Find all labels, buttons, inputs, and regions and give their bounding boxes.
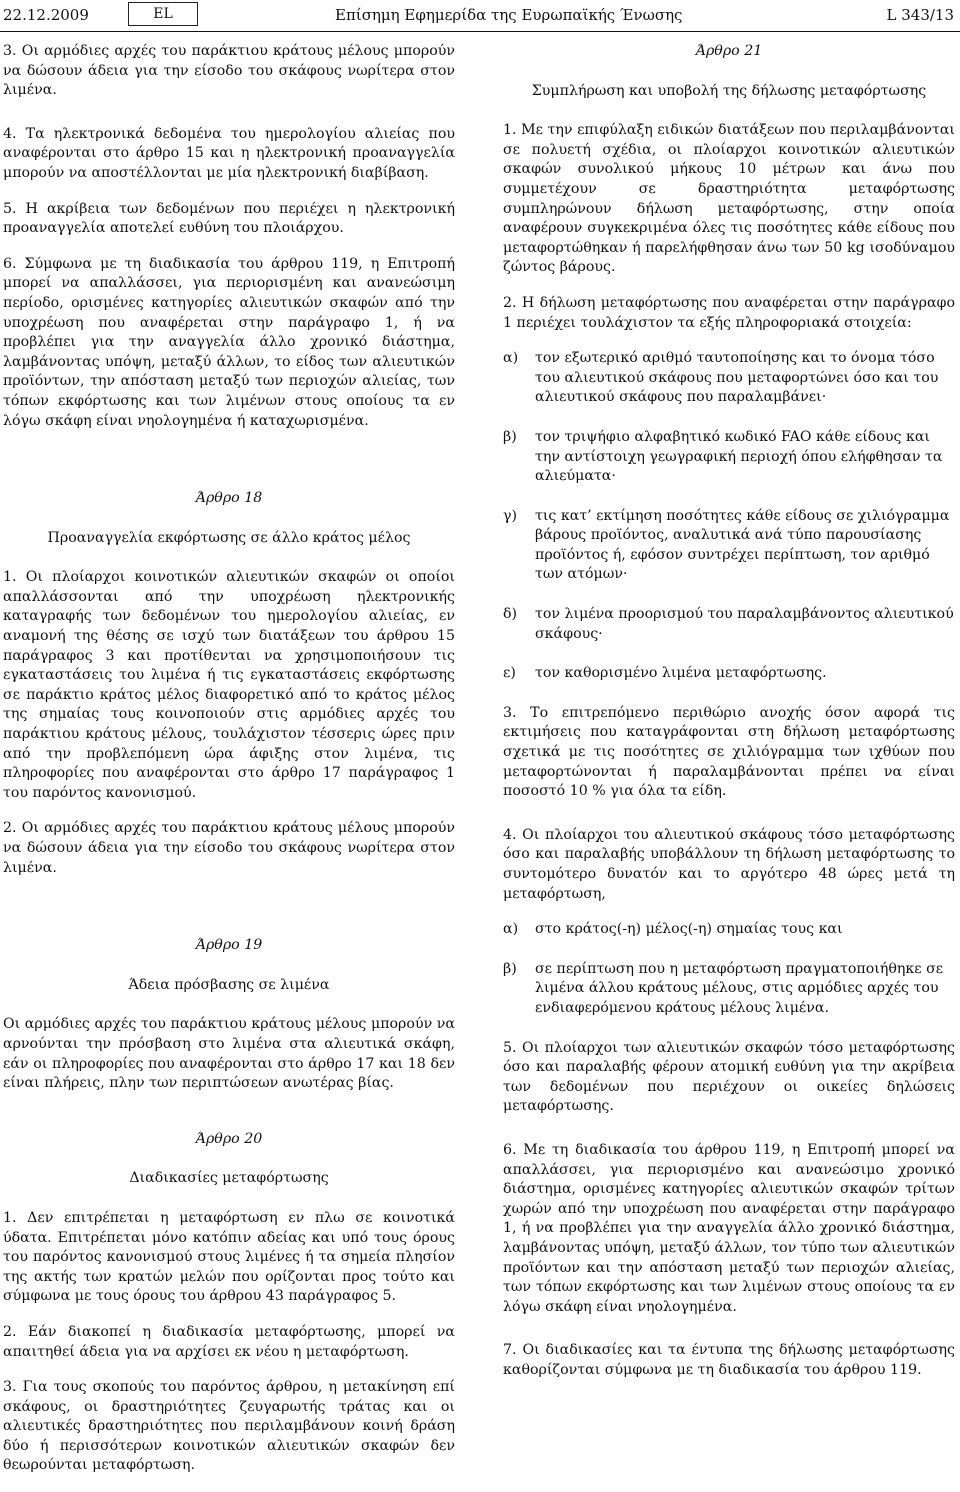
list-item bbox=[503, 428, 955, 487]
article-19-title: Άδεια πρόσβασης σε λιμένα bbox=[128, 976, 330, 993]
article-18-title: Προαναγγελία εκφόρτωσης σε άλλο κράτος μέλος bbox=[47, 529, 411, 546]
paragraph-4: 4. Τα ηλεκτρονικά δεδομένα του ημερολογίου αλιείας που αναφέρονται στο άρθρο 15 και η ηλεκτρονική προαναγγελία μπορούν να αποστέλλονται με μία ηλεκτρονική διαβίβαση. bbox=[3, 125, 455, 181]
list-item bbox=[503, 960, 955, 1019]
article-20-paragraph-3: 3. Για τους σκοπούς του παρόντος άρθρου, η μετακίνηση επί σκάφους, οι δραστηριότητες ζευγαρωτής τράτας και οι αλιευτικές δραστηριότητες που περιλαμβάνουν κοινή δράση δύο ή περισσότερων κοινοτικών αλιευτικών σκαφών δεν θεωρούνται μεταφόρτωση. bbox=[3, 1379, 455, 1474]
article-18-paragraph-2: 2. Οι αρμόδιες αρχές του παράκτιου κράτους μέλους μπορούν να δώσουν άδεια για την είσοδο του σκάφους νωρίτερα στον λιμένα. bbox=[3, 820, 455, 876]
article-20-paragraph-2: 2. Εάν διακοπεί η διαδικασία μεταφόρτωσης, μπορεί να απαιτηθεί άδεια για να αρχίσει εκ νέου η μεταφόρτωση. bbox=[3, 1323, 455, 1360]
list-item-label: ε) bbox=[503, 665, 516, 682]
list-item-label: β) bbox=[503, 960, 517, 977]
article-21-number: Άρθρο 21 bbox=[695, 43, 763, 59]
article-20-title: Διαδικασίες μεταφόρτωσης bbox=[129, 1170, 329, 1187]
article-18-paragraph-1: 1. Οι πλοίαρχοι κοινοτικών αλιευτικών σκαφών οι οποίοι απαλλάσσονται από την υποχρέωση ηλεκτρονικής καταγραφής των δεδομένων του ημερολογίου αλιείας, εν αναμονή της θέσης σε ισχύ των διατάξεων του άρθρου 15 παράγραφος 3 και προτίθενται να χρησιμοποιήσουν τις εγκαταστάσεις του λιμένα ή τις εγκαταστάσεις εκφόρτωσης σε παράκτιο κράτος μέλος διαφορετικό από το κράτος μέλος της σημαίας τους κοινοποιούν στις αρμόδιες αρχές του παράκτιου κράτους μέλους, τουλάχιστον τέσσερις ώρες πριν από την προβλεπόμενη ώρα άφιξης στον λιμένα, τις πληροφορίες που αναφέρονται στο άρθρο 17 παράγραφος 1 του παρόντος κανονισμού. bbox=[3, 569, 455, 801]
article-21-paragraph-7: 7. Οι διαδικασίες και τα έντυπα της δήλωσης μεταφόρτωσης καθορίζονται σύμφωνα με τη διαδικασία του άρθρου 119. bbox=[503, 1342, 955, 1378]
article-20-number: Άρθρο 20 bbox=[195, 1130, 263, 1147]
paragraph-5: 5. Η ακρίβεια των δεδομένων που περιέχει η ηλεκτρονική προαναγγελία αποτελεί ευθύνη του πλοιάρχου. bbox=[3, 200, 455, 237]
article-21-title: Συμπλήρωση και υποβολή της δήλωσης μεταφόρτωσης bbox=[531, 82, 927, 99]
left-column bbox=[3, 42, 455, 1492]
article-21-paragraph-1: 1. Με την επιφύλαξη ειδικών διατάξεων που περιλαμβάνονται σε πολυετή σχέδια, οι πλοίαρχοι κοινοτικών αλιευτικών σκαφών συνολικού μήκους 10 μέτρων και άνω που συμμετέχουν σε δραστηριότητα μεταφόρτωσης συμπληρώνουν δήλωση μεταφόρτωσης, στην οποία αναφέρουν συγκεκριμένα όλες τις ποσότητες κάθε είδους που μεταφορτώθηκαν ή παρελήφθησαν άνω των 50 kg ισοδύναμου ζώντος βάρους. bbox=[503, 122, 955, 276]
list-item bbox=[503, 664, 955, 684]
list-item-text: τις κατ’ εκτίμηση ποσότητες κάθε είδους σε χιλιόγραμμα βάρους προϊόντος, αναλυτικά ανά τύπο παρουσίασης προϊόντος ή, εφόσον συντρέχει περίπτωση, τον αριθμό των ατόμων· bbox=[535, 507, 950, 583]
list-item-text: τον λιμένα προορισμού του παραλαμβάνοντος αλιευτικού σκάφους· bbox=[535, 606, 954, 642]
article-21-paragraph-5: 5. Οι πλοίαρχοι των αλιευτικών σκαφών τόσο μεταφόρτωσης όσο και παραλαβής φέρουν ατομική ευθύνη για την ακρίβεια των δεδομένων που περιέχουν οι οικείες δηλώσεις μεταφόρτωσης. bbox=[503, 1039, 955, 1115]
list-item bbox=[503, 349, 955, 408]
article-21-paragraph-6: 6. Με τη διαδικασία του άρθρου 119, η Επιτροπή μπορεί να απαλλάσσει, για περιορισμένο και ανανεώσιμο χρονικό διάστημα, ορισμένες κατηγορίες αλιευτικών σκαφών τρίτων χωρών από την υποχρέωση που αναφέρεται στην παράγραφο 1, ή να προβλέπει για την αναγγελία άλλο χρονικό διάστημα, λαμβάνοντας υπόψη, μεταξύ άλλων, τον τύπο των αλιευτικών προϊόντων και την απόσταση μεταξύ των περιοχών αλιείας, των τόπων εκφόρτωσης και των λιμένων στους οποίους τα εν λόγω σκάφη είναι νηολογημένα. bbox=[503, 1141, 955, 1315]
list-item-label: α) bbox=[503, 921, 519, 938]
right-column bbox=[503, 42, 955, 1396]
list-item-label: δ) bbox=[503, 606, 518, 623]
paragraph-6: 6. Σύμφωνα με τη διαδικασία του άρθρου 119, η Επιτροπή μπορεί να απαλλάσσει, για περιορισμένη και ανανεώσιμη περίοδο, ορισμένες κατηγορίες αλιευτικών σκαφών από την υποχρέωση που αναφέρεται στην παράγραφο 1, ή να προβλέπει για την αναγγελία άλλο χρονικό διάστημα, λαμβάνοντας υπόψη, μεταξύ άλλων, το είδος των αλιευτικών προϊόντων, την απόσταση μεταξύ των περιοχών αλιείας, των τόπων εκφόρτωσης και των λιμένων στους οποίους τα εν λόγω σκάφη είναι νηολογημένα ή καταχωρισμένα. bbox=[3, 255, 455, 429]
article-21-paragraph-2: 2. Η δήλωση μεταφόρτωσης που αναφέρεται στην παράγραφο 1 περιέχει τουλάχιστον τα εξής πληροφοριακά στοιχεία: bbox=[503, 294, 955, 331]
article-20-paragraph-1: 1. Δεν επιτρέπεται η μεταφόρτωση εν πλω σε κοινοτικά ύδατα. Επιτρέπεται μόνο κατόπιν αδείας και υπό τους όρους του παρόντος κανονισμού στους λιμένες ή τα σημεία πλησίον της ακτής των κρατών μελών που ορίζονται προς τούτο και σύμφωνα με τους όρους του άρθρου 43 παράγραφος 5. bbox=[3, 1209, 455, 1305]
list-item bbox=[503, 605, 955, 644]
list-item bbox=[503, 920, 955, 940]
paragraph-3: 3. Οι αρμόδιες αρχές του παράκτιου κράτους μέλους μπορούν να δώσουν άδεια για την είσοδο του σκάφους νωρίτερα στον λιμένα. bbox=[3, 43, 455, 99]
list-item-label: γ) bbox=[503, 507, 518, 524]
journal-title: Επίσημη Εφημερίδα της Ευρωπαϊκής Ένωσης bbox=[335, 6, 683, 24]
list-item-text: τον καθορισμένο λιμένα μεταφόρτωσης. bbox=[535, 665, 827, 682]
header-rule bbox=[0, 31, 960, 32]
article-21-paragraph-4: 4. Οι πλοίαρχοι του αλιευτικού σκάφους τόσο μεταφόρτωσης όσο και παραλαβής υποβάλλουν τη δήλωση μεταφόρτωσης το συντομότερο δυνατόν και το αργότερο 48 ώρες μετά τη μεταφόρτωση, bbox=[503, 826, 955, 902]
list-item-text: σε περίπτωση που η μεταφόρτωση πραγματοποιήθηκε σε λιμένα άλλου κράτους μέλους, στις αρμόδιες αρχές του ενδιαφερόμενου κράτους μέλους λιμένα. bbox=[535, 960, 944, 1016]
list-item bbox=[503, 507, 955, 585]
article-19-paragraph: Οι αρμόδιες αρχές του παράκτιου κράτους μέλους μπορούν να αρνούνται την πρόσβαση στο λιμένα στα αλιευτικά σκάφη, εάν οι πληροφορίες που αναφέρονται στο άρθρο 17 και 18 δεν είναι πλήρεις, πλην των περιπτώσεων ανωτέρας βίας. bbox=[3, 1016, 455, 1092]
list-item-text: τον τριψήφιο αλφαβητικό κωδικό FAO κάθε είδους και την αντίστοιχη γεωγραφική περιοχή όπου ελήφθησαν τα αλιεύματα· bbox=[535, 428, 943, 485]
page-header bbox=[0, 0, 960, 32]
list-item-text: τον εξωτερικό αριθμό ταυτοποίησης και το όνομα τόσο του αλιευτικού σκάφους που μεταφορτώνει όσο και του αλιευτικού σκάφους που παραλαμβάνει· bbox=[535, 350, 939, 406]
article-18-number: Άρθρο 18 bbox=[195, 490, 263, 507]
article-21-paragraph-3: 3. Το επιτρεπόμενο περιθώριο ανοχής όσον αφορά τις εκτιμήσεις που καταγράφονται στη δήλωση μεταφόρτωσης σχετικά με τις ποσότητες σε χιλιόγραμμα των ιχθύων που μεταφορτώνονται ή παραλαμβάνονται πρέπει να είναι ποσοστό 10 % για όλα τα είδη. bbox=[503, 704, 955, 800]
page-number: L 343/13 bbox=[886, 6, 954, 24]
article-19-number: Άρθρο 19 bbox=[195, 937, 263, 954]
language-badge: EL bbox=[128, 2, 198, 26]
list-item-label: β) bbox=[503, 428, 517, 445]
list-item-text: στο κράτος(-η) μέλος(-η) σημαίας τους και bbox=[535, 921, 843, 938]
publication-date: 22.12.2009 bbox=[3, 6, 89, 24]
list-item-label: α) bbox=[503, 350, 519, 367]
